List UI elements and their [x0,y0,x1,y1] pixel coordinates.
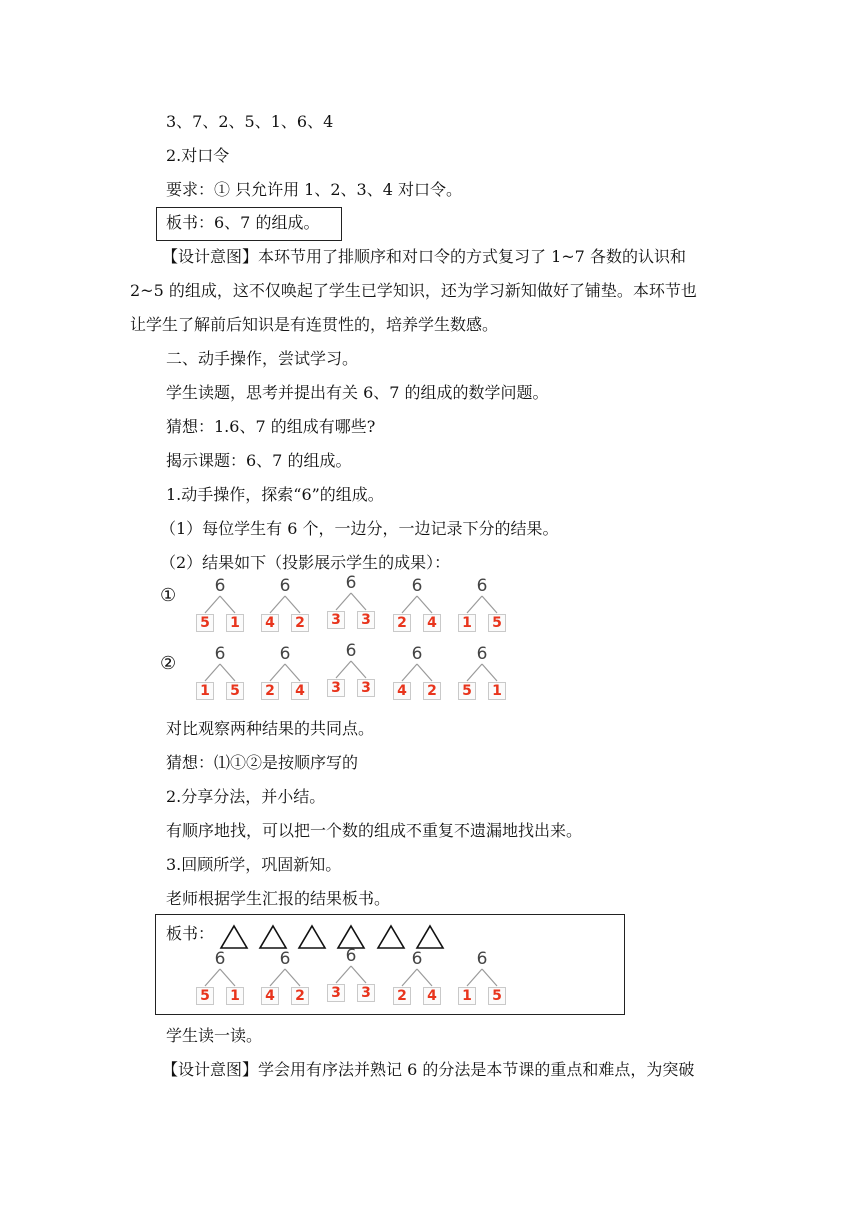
branch-line [220,596,235,613]
branch-line [270,969,285,986]
number-card-right: 5 [488,614,506,632]
number-card-left: 1 [458,987,476,1005]
tree-top-number: 6 [214,949,226,969]
tree-branches [257,595,313,615]
number-card-right: 3 [357,679,375,697]
number-card-left: 3 [327,984,345,1002]
tree-branches [192,968,248,988]
paragraph-line: 2~5 的组成，这不仅唤起了学生已学知识，还为学习新知做好了铺垫。本环节也 [130,281,697,300]
tree-branches [257,663,313,683]
tree-branches [192,595,248,615]
number-card-left: 4 [393,682,411,700]
tree-branches [323,660,379,680]
tree-branches [389,968,445,988]
paragraph-line: 老师根据学生汇报的结果板书。 [166,889,391,908]
number-card-right: 2 [423,682,441,700]
branch-line [220,664,235,681]
branch-line [417,969,432,986]
triangle-outline-icon [376,924,406,950]
branch-line [482,969,497,986]
section-heading: 2.分享分法，并小结。 [166,787,326,806]
board-label: 板书： [166,924,215,943]
number-tree [257,576,313,638]
section-heading: 2.对口令 [166,146,230,165]
number-card-left: 2 [393,987,411,1005]
number-tree [389,576,445,638]
tree-branches [192,663,248,683]
section-heading: 1.动手操作，探索“6”的组成。 [166,485,384,504]
tree-top-number: 6 [476,949,488,969]
tree-top-number: 6 [411,576,423,596]
tree-top-number: 6 [279,644,291,664]
number-card-right: 1 [226,987,244,1005]
tree-branches [323,965,379,985]
branch-line [220,969,235,986]
branch-line [205,969,220,986]
tree-top-number: 6 [214,644,226,664]
tree-branches [323,592,379,612]
paragraph-line: 猜想：1.6、7 的组成有哪些? [166,417,376,436]
triangle-outline-icon [219,924,249,950]
branch-line [205,596,220,613]
branch-line [270,664,285,681]
tree-branches [454,595,510,615]
branch-line [285,664,300,681]
number-tree [454,576,510,638]
number-card-left: 2 [261,682,279,700]
tree-branches [389,663,445,683]
branch-line [467,596,482,613]
branch-line [285,596,300,613]
branch-line [336,593,351,610]
tree-top-number: 6 [214,576,226,596]
branch-line [402,664,417,681]
number-card-left: 5 [196,987,214,1005]
number-tree [389,644,445,706]
tree-top-number: 6 [279,576,291,596]
section-heading: 3.回顾所学，巩固新知。 [166,855,342,874]
number-card-left: 5 [196,614,214,632]
paragraph-line: （1）每位学生有 6 个，一边分，一边记录下分的结果。 [160,519,559,538]
triangle-outline-icon [258,924,288,950]
row2-marker: ② [160,653,177,674]
branch-line [417,596,432,613]
branch-line [482,664,497,681]
branch-line [417,664,432,681]
number-card-left: 4 [261,987,279,1005]
tree-branches [454,968,510,988]
number-tree [257,644,313,706]
number-card-right: 1 [488,682,506,700]
tree-top-number: 6 [411,644,423,664]
design-intent-paragraph: 【设计意图】本环节用了排顺序和对口令的方式复习了 1~7 各数的认识和 [162,247,686,266]
branch-line [285,969,300,986]
tree-branches [257,968,313,988]
row1-marker: ① [160,585,177,606]
paragraph-line: 学生读题，思考并提出有关 6、7 的组成的数学问题。 [166,383,549,402]
branch-line [351,593,366,610]
paragraph-line: 学生读一读。 [166,1026,263,1045]
number-card-left: 1 [196,682,214,700]
number-card-left: 1 [458,614,476,632]
paragraph-line: 让学生了解前后知识是有连贯性的，培养学生数感。 [130,315,499,334]
branch-line [482,596,497,613]
tree-top-number: 6 [345,946,357,966]
branch-line [270,596,285,613]
number-card-left: 5 [458,682,476,700]
number-tree [454,644,510,706]
tree-top-number: 6 [476,644,488,664]
board-note-text: 板书：6、7 的组成。 [166,213,320,232]
tree-top-number: 6 [279,949,291,969]
tree-top-number: 6 [345,641,357,661]
branch-line [467,969,482,986]
section-heading: 二、动手操作，尝试学习。 [166,349,359,368]
paragraph-line: （2）结果如下（投影展示学生的成果）： [160,553,451,572]
number-card-left: 4 [261,614,279,632]
paragraph-line: 对比观察两种结果的共同点。 [166,719,375,738]
number-tree [454,949,510,1011]
number-card-right: 4 [423,614,441,632]
branch-line [402,596,417,613]
number-tree [389,949,445,1011]
number-card-left: 3 [327,679,345,697]
requirement-line: 要求：① 只允许用 1、2、3、4 对口令。 [166,180,462,199]
branch-line [336,966,351,983]
branch-line [205,664,220,681]
number-card-right: 2 [291,987,309,1005]
number-card-right: 5 [488,987,506,1005]
triangle-outline-icon [415,924,445,950]
number-tree [323,946,379,1008]
sequence-line: 3、7、2、5、1、6、4 [166,112,334,131]
number-card-left: 3 [327,611,345,629]
tree-top-number: 6 [345,573,357,593]
number-card-right: 3 [357,984,375,1002]
number-tree [323,573,379,635]
tree-branches [389,595,445,615]
number-tree [192,949,248,1011]
number-card-right: 3 [357,611,375,629]
number-card-right: 1 [226,614,244,632]
tree-branches [454,663,510,683]
paragraph-line: 有顺序地找，可以把一个数的组成不重复不遗漏地找出来。 [166,821,583,840]
tree-top-number: 6 [476,576,488,596]
branch-line [351,966,366,983]
number-card-right: 4 [423,987,441,1005]
number-card-left: 2 [393,614,411,632]
branch-line [351,661,366,678]
number-card-right: 4 [291,682,309,700]
number-tree [192,576,248,638]
number-card-right: 2 [291,614,309,632]
paragraph-line: 猜想：⑴①②是按顺序写的 [166,753,359,772]
branch-line [402,969,417,986]
number-tree [323,641,379,703]
tree-top-number: 6 [411,949,423,969]
branch-line [467,664,482,681]
number-tree [192,644,248,706]
number-card-right: 5 [226,682,244,700]
design-intent-paragraph: 【设计意图】学会用有序法并熟记 6 的分法是本节课的重点和难点，为突破 [162,1060,695,1079]
number-tree [257,949,313,1011]
paragraph-line: 揭示课题：6、7 的组成。 [166,451,352,470]
branch-line [336,661,351,678]
